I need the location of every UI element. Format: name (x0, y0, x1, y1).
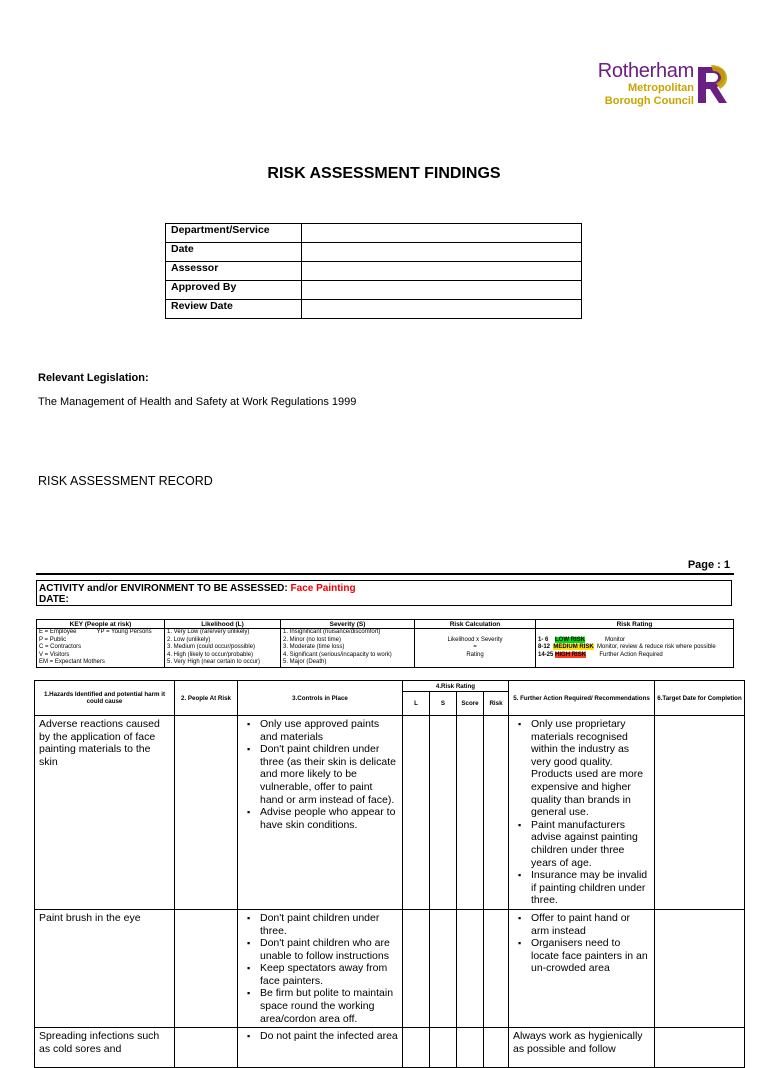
controls-cell (238, 909, 403, 1027)
logo-line1: Metropolitan (628, 82, 694, 94)
list-item: ▪ Be firm but polite to maintain space round the working area/cordon area off. (260, 987, 398, 1025)
key-people: E = Employee YP = Young Persons P = Public C = Contractors V = Visitors EM = Expectant Mothers (37, 629, 165, 668)
people-cell[interactable] (175, 716, 238, 910)
controls-cell (238, 1028, 403, 1068)
page-title: RISK ASSESSMENT FINDINGS (267, 165, 501, 182)
list-item: ▪ Offer to paint hand or arm instead (531, 912, 650, 937)
col-score-header: Score (457, 692, 484, 716)
list-item: ▪ Organisers need to locate face painters in an un-crowded area (531, 937, 650, 975)
list-item: ▪ Advise people who appear to have skin conditions. (260, 806, 398, 831)
key-likelihood: 1. Very Low (rare/very unlikely) 2. Low (unlikely) 3. Medium (could occur/possible) 4. High (likely to occur/probable) 5. Very High (near certain to occur) (165, 629, 281, 668)
info-value[interactable] (302, 224, 582, 243)
rating-high: 14-25 HIGH RISK Further Action Required (538, 651, 663, 658)
key-calculation: Likelihood x Severity = Rating (415, 629, 536, 668)
rating-low: 1- 6 LOW RISK Monitor (538, 636, 626, 643)
col-people-header: 2. People At Risk (175, 681, 238, 716)
target-cell[interactable] (655, 909, 745, 1027)
risk-key-table (36, 619, 734, 668)
risk-record-table (34, 680, 745, 1068)
key-ratings (536, 629, 734, 668)
assessment-info-table (165, 223, 582, 319)
people-cell[interactable] (175, 909, 238, 1027)
s-cell[interactable] (430, 716, 457, 910)
further-cell (509, 909, 655, 1027)
l-cell[interactable] (403, 716, 430, 910)
info-row (166, 281, 582, 300)
controls-cell (238, 716, 403, 910)
key-header: KEY (People at risk) (37, 620, 165, 629)
key-header: Likelihood (L) (165, 620, 281, 629)
risk-cell[interactable] (484, 909, 509, 1027)
table-row (35, 716, 745, 910)
activity-label: ACTIVITY and/or ENVIRONMENT TO BE ASSESSED: (39, 583, 288, 594)
col-further-header: 5. Further Action Required/ Recommendations (509, 681, 655, 716)
key-header: Risk Calculation (415, 620, 536, 629)
table-row (35, 1028, 745, 1068)
people-cell[interactable] (175, 1028, 238, 1068)
table-row (35, 909, 745, 1027)
info-row (166, 262, 582, 281)
risk-cell[interactable] (484, 1028, 509, 1068)
score-cell[interactable] (457, 1028, 484, 1068)
info-label: Date (166, 243, 302, 262)
logo-r-icon (694, 63, 728, 105)
list-item: ▪ Don't paint children who are unable to follow instructions (260, 937, 398, 962)
record-heading: RISK ASSESSMENT RECORD (38, 474, 213, 488)
info-row (166, 243, 582, 262)
info-label: Approved By (166, 281, 302, 300)
list-item: ▪ Paint manufacturers advise against painting children under three years of age. (531, 819, 650, 869)
activity-box (36, 580, 732, 606)
target-cell[interactable] (655, 716, 745, 910)
logo-line2: Borough Council (604, 95, 694, 107)
col-s-header: S (430, 692, 457, 716)
list-item: ▪ Only use approved paints and materials (260, 718, 398, 743)
info-label: Department/Service (166, 224, 302, 243)
key-header: Risk Rating (536, 620, 734, 629)
list-item: ▪ Don't paint children under three. (260, 912, 398, 937)
col-rating-header: 4.Risk Rating (403, 681, 509, 692)
logo-name: Rotherham (597, 60, 694, 82)
list-item: ▪ Don't paint children under three (as their skin is delicate and more likely to be vulnerable, offer to paint hand or arm instead of face). (260, 743, 398, 806)
info-row (166, 224, 582, 243)
hazard-cell: Spreading infections such as cold sores and (35, 1028, 175, 1068)
l-cell[interactable] (403, 909, 430, 1027)
risk-cell[interactable] (484, 716, 509, 910)
info-row (166, 300, 582, 319)
s-cell[interactable] (430, 1028, 457, 1068)
score-cell[interactable] (457, 909, 484, 1027)
rating-medium: 8-12 MEDIUM RISK Monitor, review & reduce risk where possible (538, 644, 716, 651)
council-logo (590, 60, 730, 110)
col-controls-header: 3.Controls in Place (238, 681, 403, 716)
divider (36, 573, 734, 575)
key-severity: 1. Insignificant (nuisance/discomfort) 2. Minor (no lost time) 3. Moderate (time loss) 4. Significant (serious/incapacity to work) 5. Major (Death) (281, 629, 415, 668)
info-label: Review Date (166, 300, 302, 319)
col-l-header: L (403, 692, 430, 716)
legislation-text: The Management of Health and Safety at Work Regulations 1999 (38, 396, 357, 408)
col-risk-header: Risk (484, 692, 509, 716)
page-number: Page : 1 (687, 559, 730, 571)
info-value[interactable] (302, 262, 582, 281)
key-header: Severity (S) (281, 620, 415, 629)
col-target-header: 6.Target Date for Completion (655, 681, 745, 716)
s-cell[interactable] (430, 909, 457, 1027)
list-item: ▪ Do not paint the infected area (260, 1030, 398, 1043)
col-hazards-header: 1.Hazards Identified and potential harm it could cause (35, 681, 175, 716)
list-item: ▪ Insurance may be invalid if painting children under three. (531, 869, 650, 907)
score-cell[interactable] (457, 716, 484, 910)
activity-value: Face Painting (290, 583, 356, 594)
l-cell[interactable] (403, 1028, 430, 1068)
activity-date-label: DATE: (39, 594, 69, 605)
hazard-cell: Paint brush in the eye (35, 909, 175, 1027)
further-cell (509, 716, 655, 910)
info-value[interactable] (302, 300, 582, 319)
info-label: Assessor (166, 262, 302, 281)
legislation-heading: Relevant Legislation: (38, 372, 149, 384)
target-cell[interactable] (655, 1028, 745, 1068)
info-value[interactable] (302, 243, 582, 262)
hazard-cell: Adverse reactions caused by the application of face painting materials to the skin (35, 716, 175, 910)
further-cell: Always work as hygienically as possible and follow (509, 1028, 655, 1068)
list-item: ▪ Keep spectators away from face painters. (260, 962, 398, 987)
list-item: ▪ Only use proprietary materials recognised within the industry as very good quality. Products used are more expensive and higher quality than brands in general use. (531, 718, 650, 819)
info-value[interactable] (302, 281, 582, 300)
